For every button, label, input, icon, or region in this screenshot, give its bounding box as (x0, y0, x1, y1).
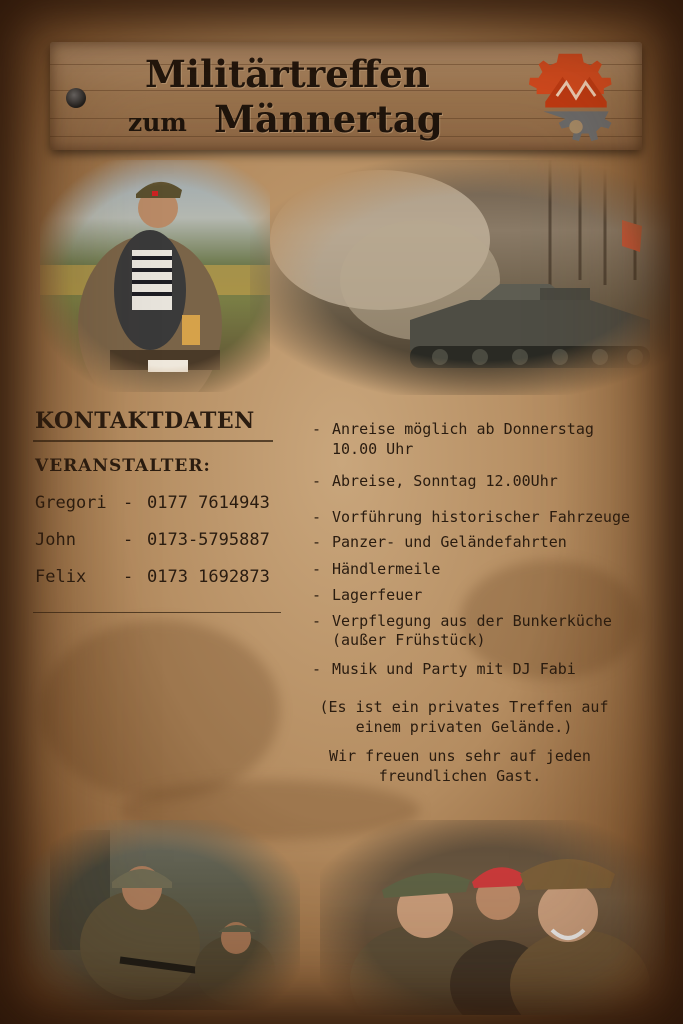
feature-text: Händlermeile (332, 560, 441, 578)
nail-icon (66, 88, 86, 108)
welcome-note-line: Wir freuen uns sehr auf jeden (329, 747, 591, 765)
feature-text: Verpflegung aus der Bunkerküche (332, 612, 612, 630)
bullet-dash: - (312, 508, 322, 526)
bullet-dash: - (312, 660, 322, 678)
poster-subtitle: Männertag (214, 97, 443, 141)
feature-text: (außer Frühstück) (332, 631, 486, 649)
feature-text: Abreise, Sonntag 12.00Uhr (332, 472, 558, 490)
gear-mountain-logo-icon (528, 48, 624, 144)
divider (33, 612, 281, 613)
feature-text: Lagerfeuer (332, 586, 423, 604)
contact-heading: KONTAKTDATEN (35, 408, 255, 434)
feature-text: Panzer- und Geländefahrten (332, 533, 567, 551)
private-note-line: (Es ist ein privates Treffen auf (319, 698, 609, 716)
contact-name: Gregori (35, 493, 107, 513)
photo-soldiers-with-rifles (20, 820, 300, 1010)
private-note-line: einem privaten Gelände.) (355, 718, 573, 736)
divider (33, 440, 273, 442)
photo-man-with-drink (40, 160, 270, 392)
feature-text: Anreise möglich ab Donnerstag (332, 420, 594, 438)
photo-group-of-men (320, 820, 665, 1015)
bullet-dash: - (312, 612, 322, 630)
contact-dash: - (123, 530, 134, 550)
poster-title: Militärtreffen (145, 52, 430, 96)
contact-dash: - (123, 567, 134, 587)
photo-tank-in-dust (250, 160, 670, 395)
bullet-dash: - (312, 420, 322, 438)
bullet-dash: - (312, 586, 322, 604)
contact-name: John (35, 530, 76, 550)
welcome-note-line: freundlichen Gast. (378, 767, 542, 785)
bullet-dash: - (312, 533, 322, 551)
parchment-stain (40, 620, 280, 800)
feature-text: Musik und Party mit DJ Fabi (332, 660, 576, 678)
contact-phone[interactable]: 0173 1692873 (147, 567, 270, 587)
contact-dash: - (123, 493, 134, 513)
poster-subtitle-prefix: zum (128, 108, 187, 137)
organizer-label: VERANSTALTER: (35, 456, 211, 476)
feature-text: Vorführung historischer Fahrzeuge (332, 508, 631, 526)
contact-phone[interactable]: 0177 7614943 (147, 493, 270, 513)
bullet-dash: - (312, 472, 322, 490)
contact-name: Felix (35, 567, 87, 587)
bullet-dash: - (312, 560, 322, 578)
feature-text: 10.00 Uhr (332, 440, 414, 458)
contact-phone[interactable]: 0173-5795887 (147, 530, 270, 550)
